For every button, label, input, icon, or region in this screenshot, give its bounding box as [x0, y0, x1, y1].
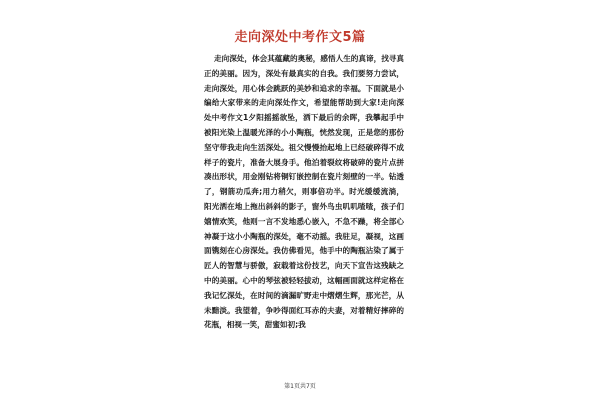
document-title: 走向深处中考作文5篇: [234, 30, 366, 45]
essay-body: 走向深处，体会其蕴藏的奥秘，感悟人生的真谛，找寻真正的美丽。因为，深处有最真实的自我。我们要努力尝试，走向深处，用心体会跳跃的美妙和追求的幸福。下面就是小编给大家带来的走向深处作文，希望能帮助到大家!走向深处中考作文1夕阳摇摇欲坠，洒下最后的余晖，我攀起手中被阳光染上温暖光泽的小小陶瓶，恍然发现，正是您的那份坚守带我走向生活深处。祖父慢慢抬起地上已经破碎得不成样子的瓷片，准备大展身手。他泊着裂纹将破碎的瓷片点拼凑出形状，用金刚钻将铜钉嵌控制在瓷片刻壁的一半。钻透了，钢箭功瓜奔;用力稍欠，则事倍功半。时光缓缓流淌，阳光洒在地上拖出斜斜的影子，窗外鸟虫叽叽喳喳，孩子们嬉情欢笑，他则一言不发地悉心嵌入，不急不躁，将全部心神凝于这小小陶瓶的深处，毫不动摇。我驻足，凝视，这画面镌刻在心房深处。我仿佛看见，他手中的陶瓶沾染了属于匠人的智慧与骄傲，寂载着这份技艺，向天下宣告这残缺之中的美丽。心中的琴弦被轻轻拔动，这幅画面就这样定格在我记忆深处，在时间的滴漏旷野走中熠熠生辉，那光芒，从未黯淡。我望着，争吵得面红耳赤的夫妻，对着精好摔碎的花瓶，相视一笑，甜蜜如初;我: [204, 54, 404, 330]
page-number: 第1页共7页: [284, 383, 316, 390]
